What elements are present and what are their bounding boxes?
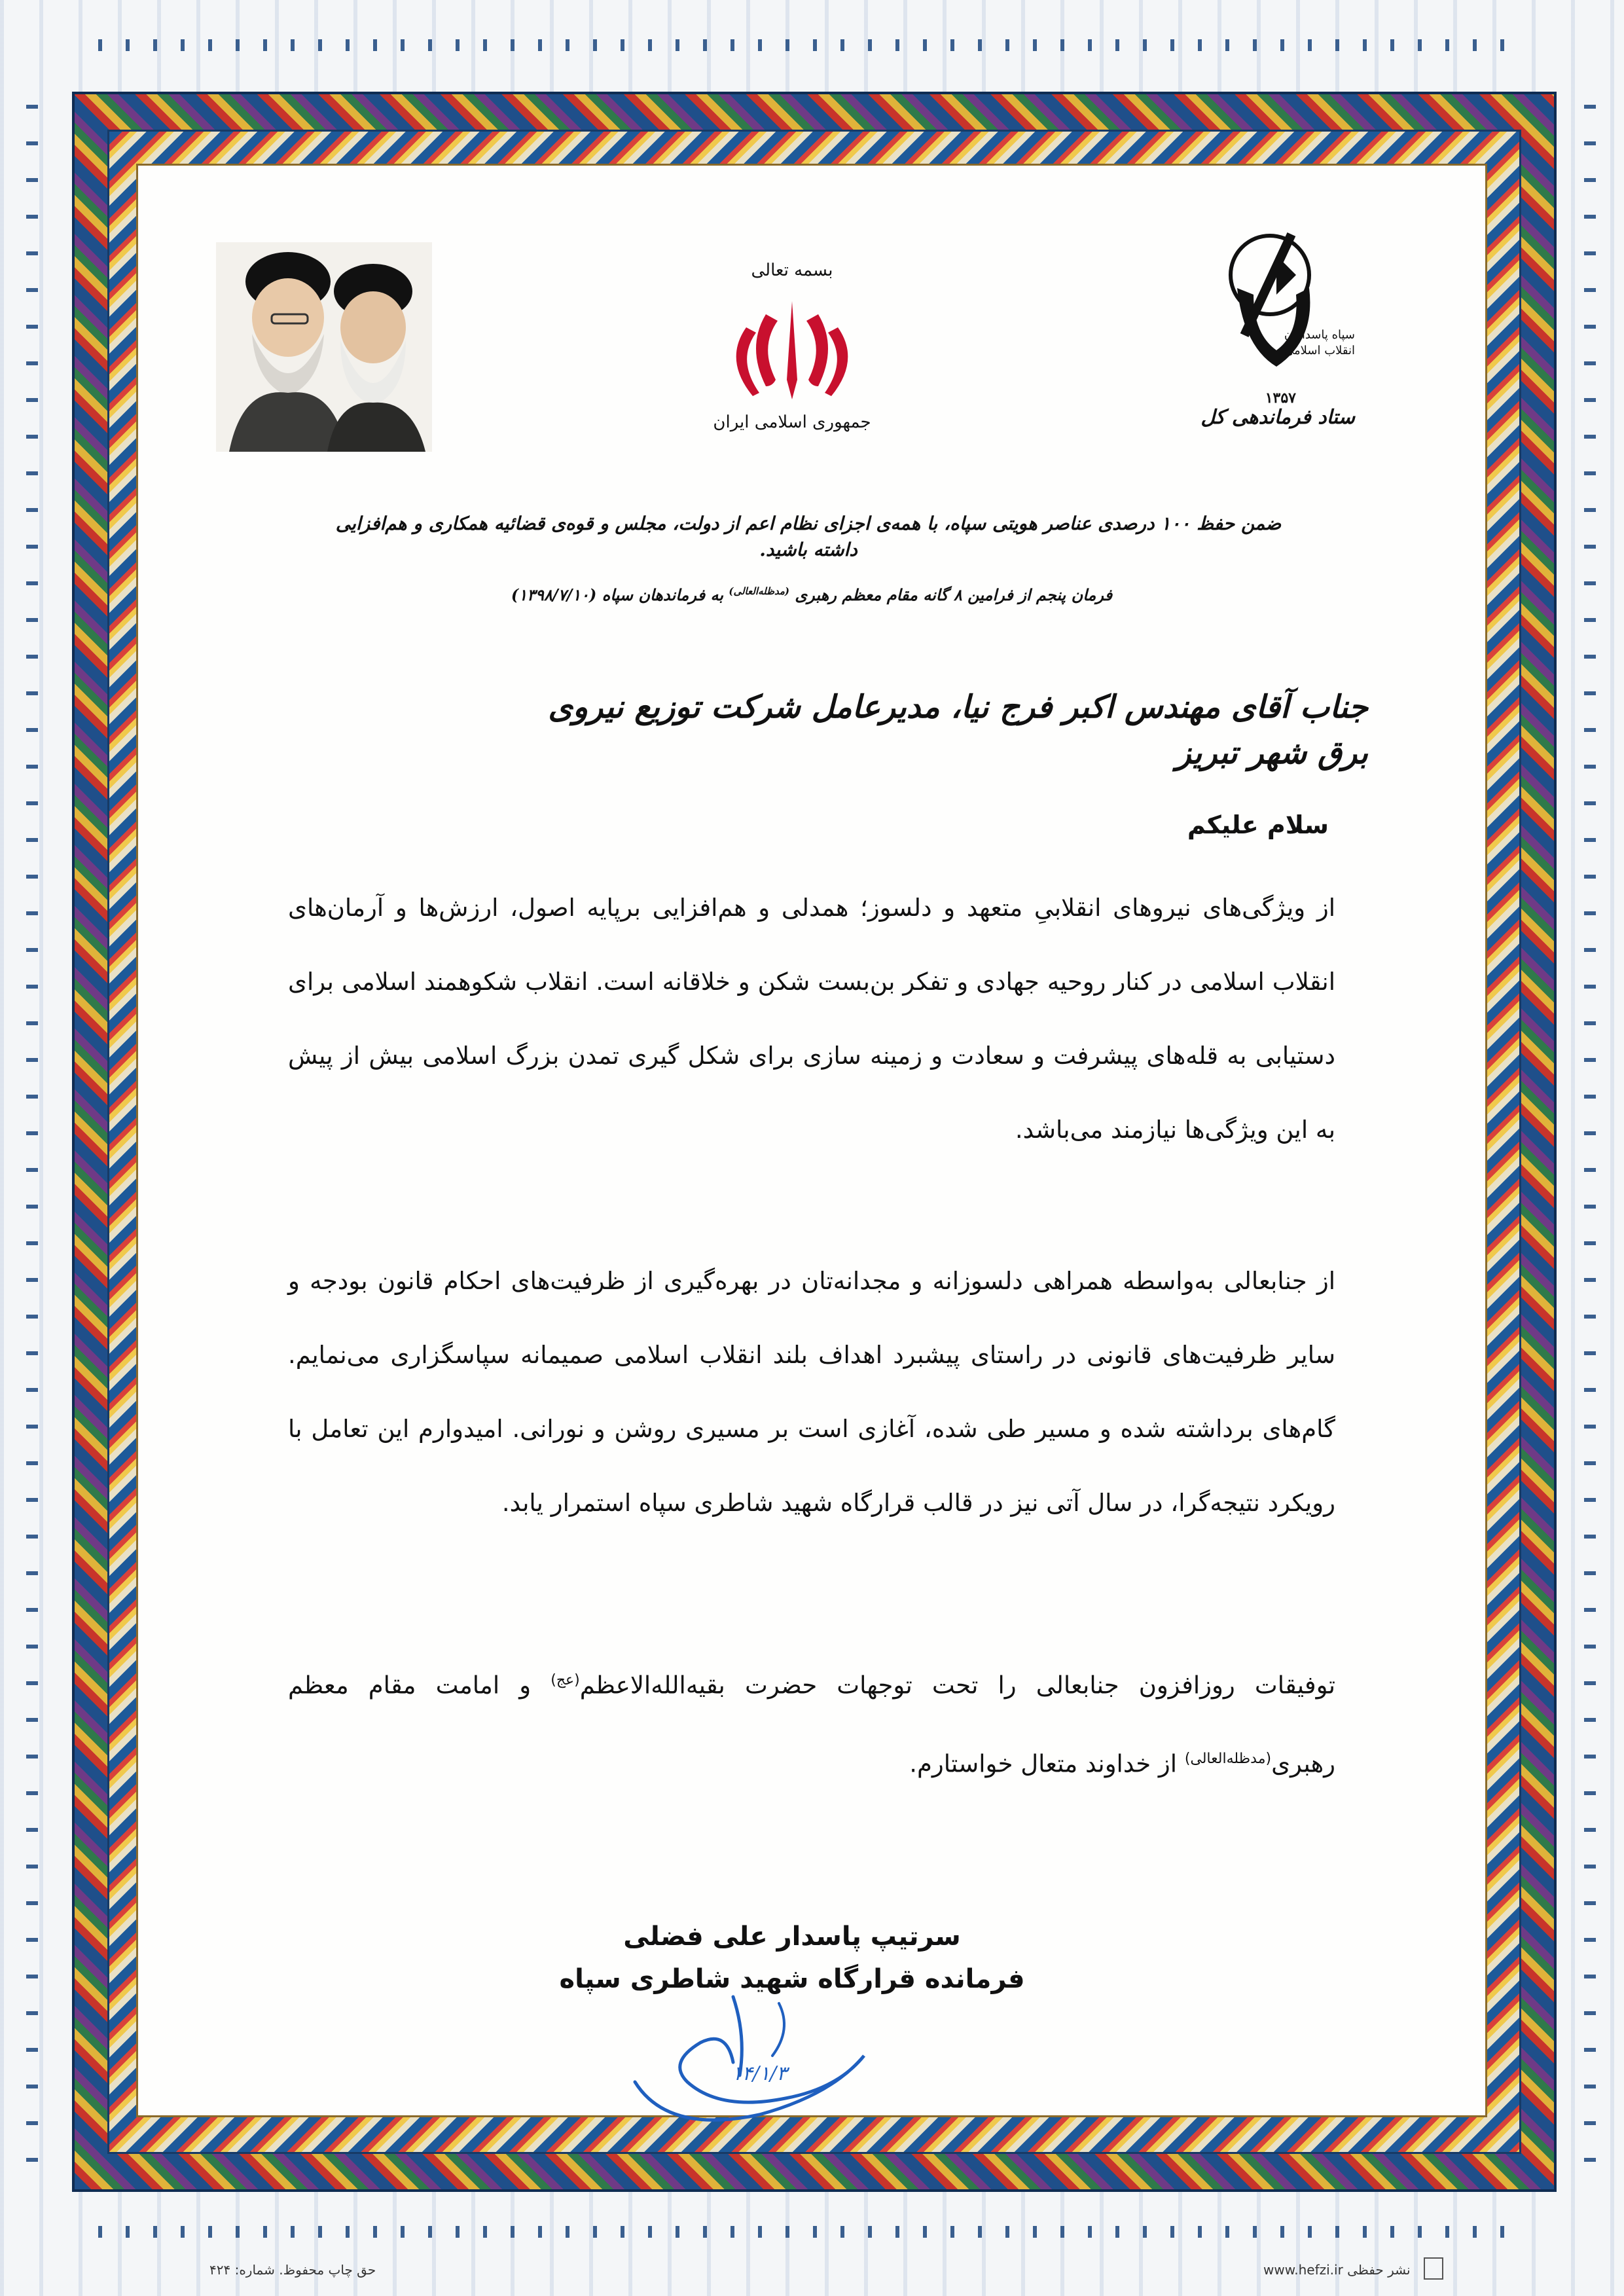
para3-part-c: از خداوند متعال خواستارم. [909,1749,1178,1778]
signature-scribble [615,1984,890,2134]
para3-part-b: و امامت مقام معظم رهبری [288,1671,1335,1778]
para3-sup-2: (مدظله‌العالی) [1184,1751,1272,1768]
irgc-caption: ستاد فرماندهی کل [1200,406,1355,429]
iran-emblem-icon [694,288,890,406]
emblem-caption: جمهوری اسلامی ایران [713,412,871,432]
irgc-label: سپاه پاسداران انقلاب اسلامی [1284,328,1355,357]
greeting: سلام علیکم [1187,811,1329,839]
signer-title: فرمانده قرارگاه شهید شاطری سپاه [559,1964,1025,1994]
quote-line-2-post: به فرماندهان سپاه (۱۳۹۸/۷/۱۰) [511,585,723,604]
body-paragraph-3 [288,1643,1335,1801]
quote-line-2 [458,579,1165,607]
portrait-image [216,242,432,452]
signer-name: سرتیپ پاسدار علی فضلی [623,1922,961,1952]
para3-sup-1: (عج) [550,1672,580,1688]
body-paragraph-1: از ویژگی‌های نیروهای انقلابیِ متعهد و دلسوز؛ همدلی و هم‌افزایی برپایه اصول، ارزش‌ها و آرمان‌های انقلاب اسلامی در کنار روحیه جهادی و تفکر بن‌بست شکن و خلاقانه است. انقلاب شکوهمند اسلامی برای دستیابی به قله‌های پیشرفت و سعادت و زمینه سازی برای شکل گیری تمدن بزرگ اسلامی بیش از پیش به این ویژگی‌ها نیازمند می‌باشد. [288,894,1335,1144]
body-paragraph-2: از جنابعالی به‌واسطه همراهی دلسوزانه و مجدانه‌تان در بهره‌گیری از ظرفیت‌های احکام قانون بودجه و سایر ظرفیت‌های قانونی در راستای پیشبرد اهداف بلند انقلاب اسلامی صمیمانه سپاسگزاری می‌نمایم. گام‌های برداشته شده و مسیر طی شده، آغازی است بر مسیری روشن و نورانی. امیدوارم این تعامل با رویکرد نتیجه‌گرا، در سال آتی نیز در قالب قرارگاه شهید شاطری سپاه استمرار یابد. [288,1267,1335,1517]
addressee-heading: جناب آقای مهندس اکبر فرج نیا، مدیرعامل شرکت توزیع نیروی برق شهر تبریز [548,689,1368,771]
quote-line-1: ضمن حفظ ۱۰۰ درصدی عناصر هویتی سپاه، با همه‌ی اجزای نظام اعم از دولت، مجلس و قوه‌ی قضائیه همکاری و هم‌افزایی داشته باشید. [335,513,1282,560]
publisher-logo-icon [1424,2257,1443,2280]
right-ornament-column [1584,105,1596,2191]
para3-part-a: توفیقات روزافزون جنابعالی را تحت توجهات حضرت بقیه‌الله‌الاعظم [579,1671,1335,1700]
irgc-logo-icon [1218,216,1335,399]
irgc-year: ۱۳۵۷ [1265,390,1296,407]
footer-website: www.hefzi.ir نشر حفظی [1263,2262,1411,2278]
iran-emblem [694,288,890,406]
left-ornament-column [26,105,38,2191]
handwritten-signature [615,1984,890,2134]
irgc-logo [1218,216,1335,399]
portrait-illustration [216,242,432,452]
bismillah-text: بسمه تعالی [751,261,833,280]
bottom-ornament-row [98,2226,1526,2238]
quote-line-2-pre: فرمان پنجم از فرامین ۸ گانه مقام معظم رهبری [795,585,1113,604]
quote-line-2-sup: (مدظله‌العالی) [729,585,790,597]
footer-copyright: حق چاپ محفوظ. شماره: ۴۲۴ [209,2262,376,2278]
top-ornament-row [98,39,1526,51]
handwritten-date: ۱۴/۱/۳ [731,2062,787,2085]
